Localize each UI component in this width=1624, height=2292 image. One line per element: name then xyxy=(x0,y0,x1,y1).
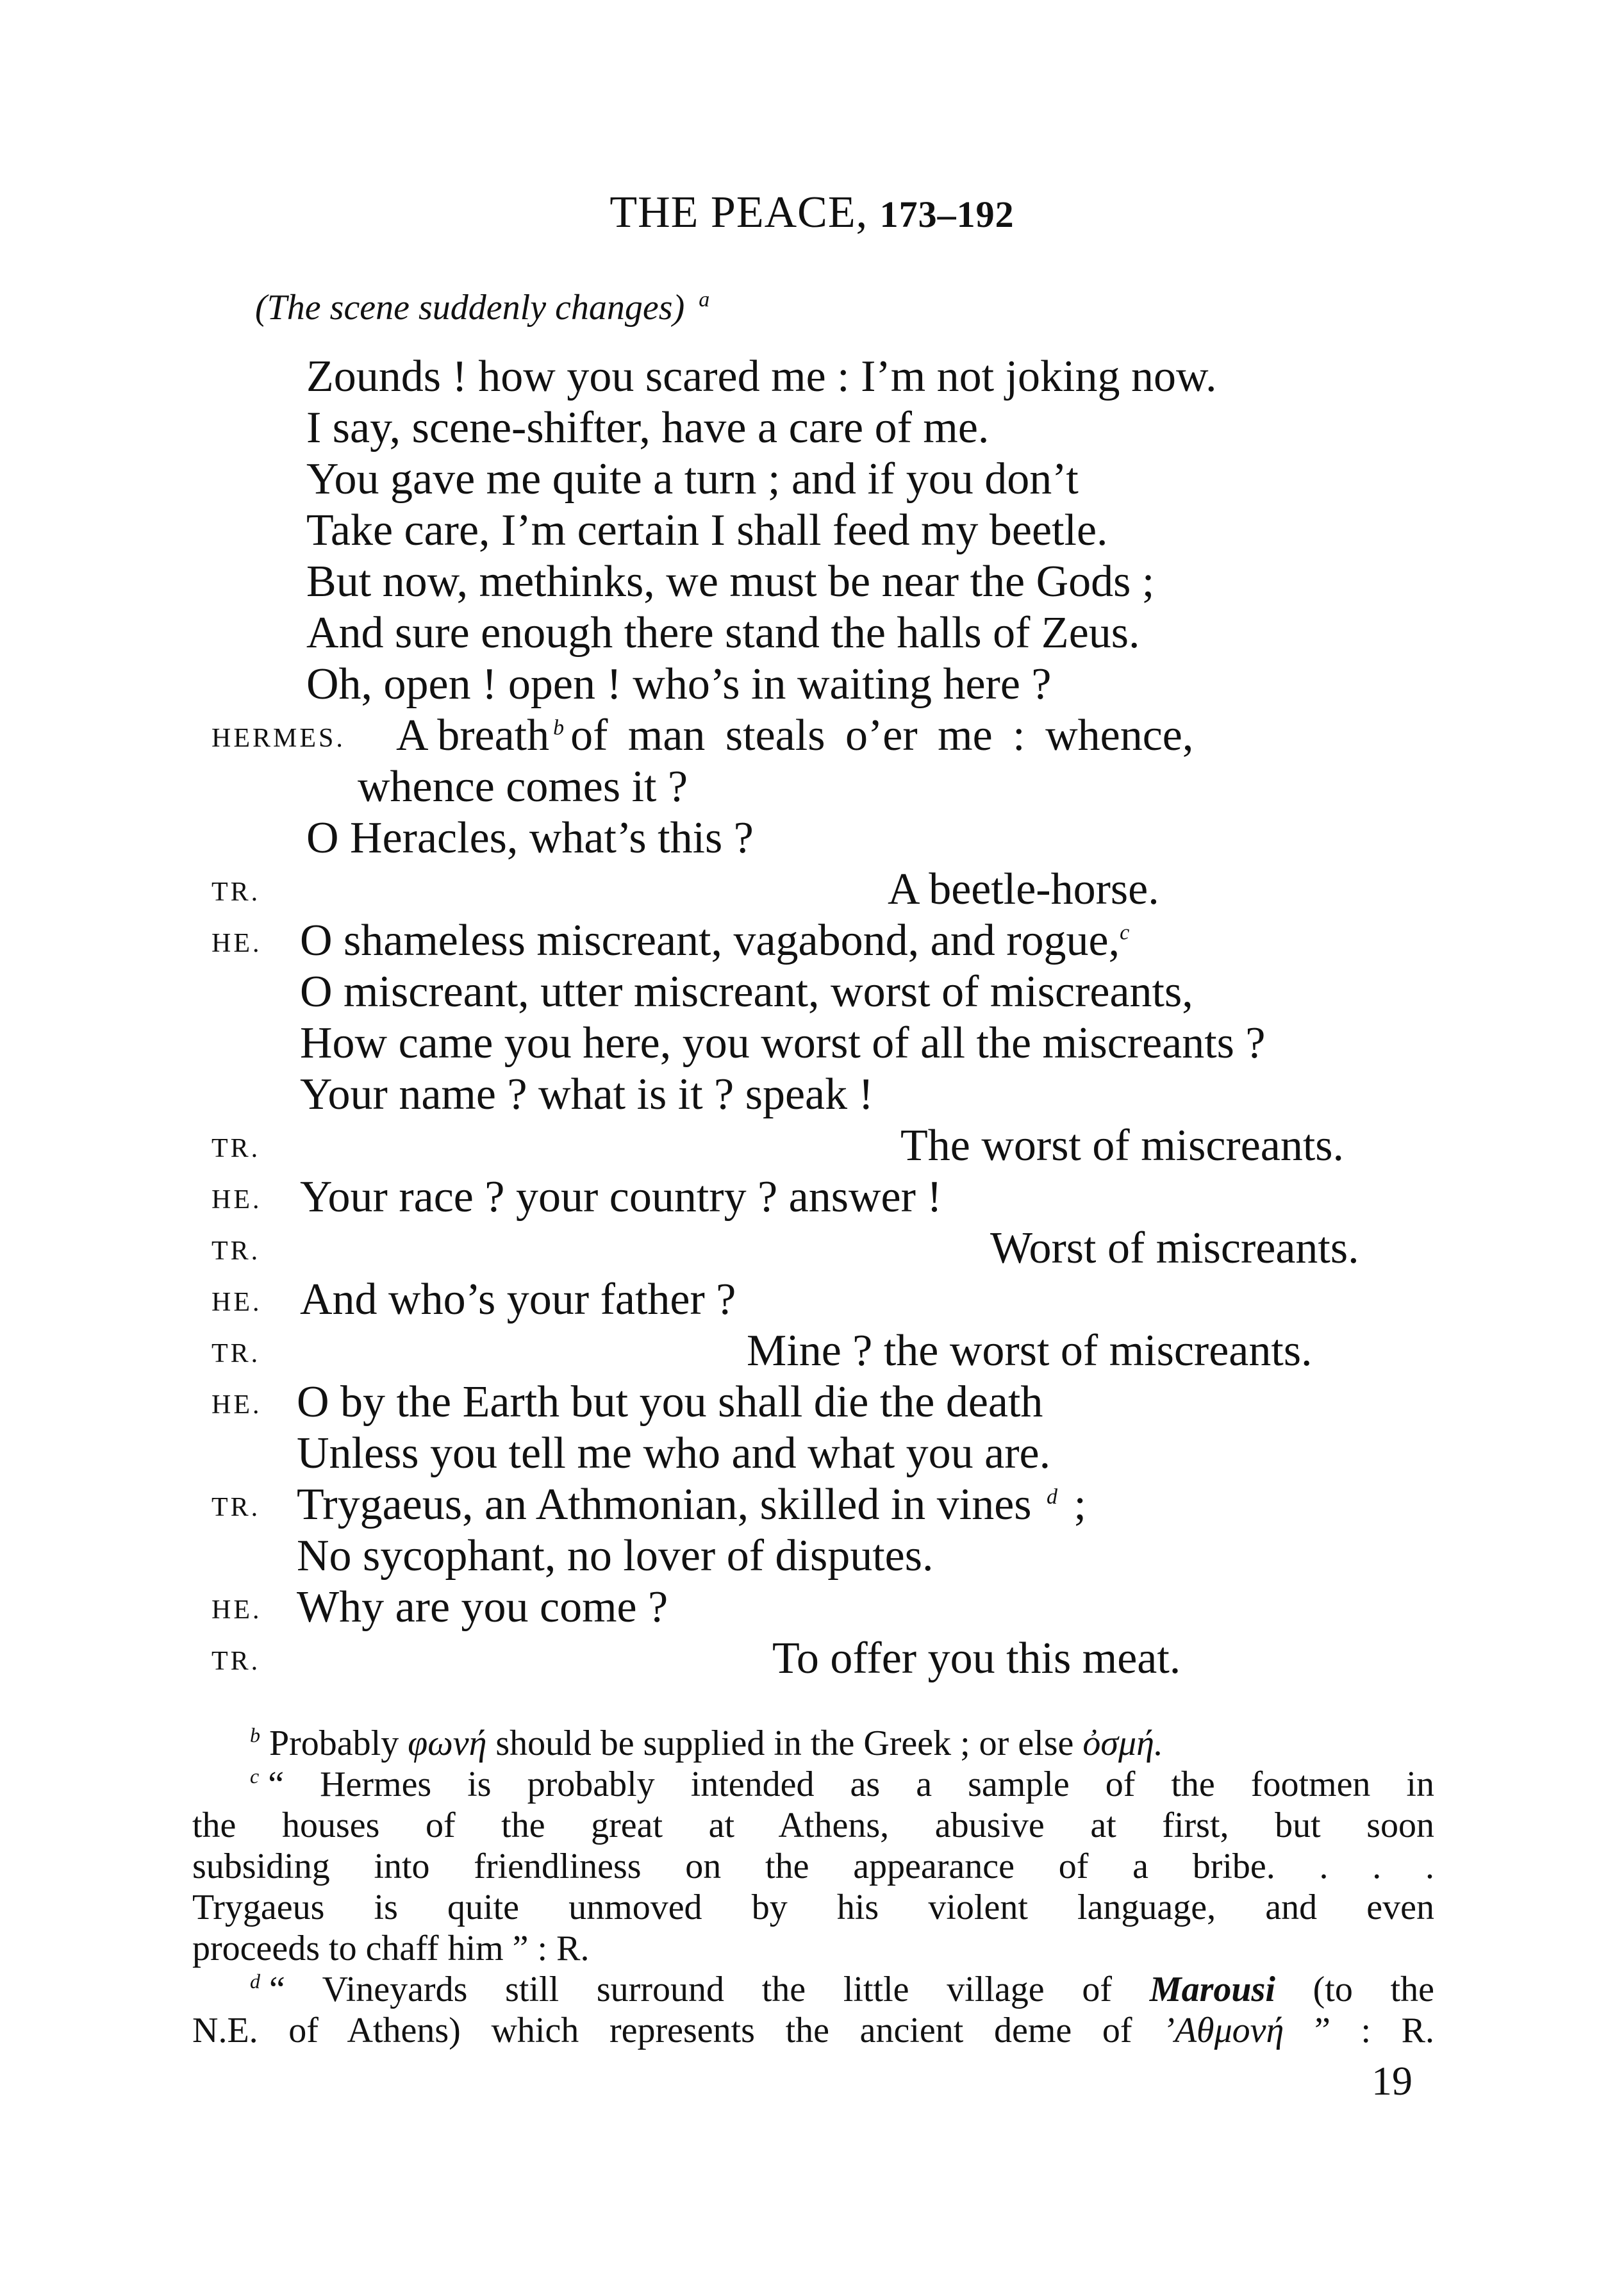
footnote-c: $^c$ “ Hermes is probably intended as a sample of the footmen in the houses of the great at Athens, abusive at first, but soon subsiding into friendliness on the appearance of a bribe. . . . Trygaeus is quite unmoved by his violent language, and even proceeds to chaff him ” : R. xyxy=(192,1765,1434,1968)
footnote-b: $^b$ Probably φωνή should be supplied in the Greek ; or else ὀσμή. xyxy=(250,1723,1163,1763)
speaker-label: HERMES. xyxy=(211,724,345,753)
verse-line: And who’s your father ? xyxy=(300,1275,736,1324)
page-number: 19 xyxy=(1371,2058,1413,2104)
greek-word: ὀσμή. xyxy=(1082,1723,1163,1763)
verse-line: How came you here, you worst of all the miscreants ? xyxy=(300,1018,1266,1068)
footnote-mark: c xyxy=(250,1765,260,1788)
verse-line: O Heracles, what’s this ? xyxy=(306,813,754,863)
speaker-label: HE. xyxy=(211,1390,262,1420)
footnote-ref-a: a xyxy=(699,288,710,312)
speaker-label: TR. xyxy=(211,1339,261,1368)
verse-line: Trygaeus, an Athmonian, skilled in vines $^d$ ; xyxy=(297,1480,1086,1529)
verse-line: To offer you this meat. xyxy=(772,1634,1181,1683)
footnote-ref-c: c xyxy=(1120,920,1130,945)
verse-line: And sure enough there stand the halls of Zeus. xyxy=(306,608,1140,658)
verse-line: Unless you tell me who and what you are. xyxy=(297,1429,1051,1478)
verse-line: But now, methinks, we must be near the Gods ; xyxy=(306,557,1155,606)
verse-line: Your race ? your country ? answer ! xyxy=(300,1172,942,1222)
verse-line: O miscreant, utter miscreant, worst of miscreants, xyxy=(300,967,1193,1017)
verse-line: Mine ? the worst of miscreants. xyxy=(747,1326,1313,1375)
greek-word: φωνή xyxy=(408,1723,487,1763)
verse-line: You gave me quite a turn ; and if you don’t xyxy=(306,454,1079,504)
verse-line: No sycophant, no lover of disputes. xyxy=(297,1531,934,1581)
verse-line: Oh, open ! open ! who’s in waiting here ? xyxy=(306,660,1052,709)
verse-line: Why are you come ? xyxy=(297,1582,668,1632)
speaker-label: HE. xyxy=(211,1185,262,1215)
speaker-label: HE. xyxy=(211,929,262,958)
speaker-label: HE. xyxy=(211,1288,262,1317)
verse-line: A breath $^b$ of man steals o’er me : whence, xyxy=(396,711,1194,760)
speaker-label: TR. xyxy=(211,1493,261,1522)
verse-line: Take care, I’m certain I shall feed my beetle. xyxy=(306,506,1108,555)
verse-line: Worst of miscreants. xyxy=(990,1224,1359,1273)
speaker-label: HE. xyxy=(211,1595,262,1625)
footnote-d: $^d$ “ Vineyards still surround the little village of Marousi (to the N.E. of Athens) which represents the ancient deme of ’Αθμονή ” : R. xyxy=(192,1970,1435,2050)
verse-line: O by the Earth but you shall die the death xyxy=(297,1377,1043,1427)
footnote-ref-b: b xyxy=(553,715,565,740)
verse-line: I say, scene-shifter, have a care of me. xyxy=(306,403,990,453)
speaker-label: TR. xyxy=(211,1134,261,1163)
stage-direction-text: The scene suddenly changes xyxy=(267,288,673,328)
footnote-mark: d xyxy=(250,1970,260,1993)
verse-line: O shameless miscreant, vagabond, and rogue,$^c$ xyxy=(300,916,1130,965)
place-name: Marousi xyxy=(1149,1970,1275,2009)
stage-direction: (The scene suddenly changes) $^a$ xyxy=(255,288,710,328)
running-title: THE PEACE, xyxy=(609,188,868,237)
footnote-ref-d: d xyxy=(1047,1484,1058,1509)
verse-line: A beetle-horse. xyxy=(888,865,1159,914)
verse-line: whence comes it ? xyxy=(358,762,688,811)
page-header xyxy=(0,187,1624,238)
speaker-label: TR. xyxy=(211,1647,261,1676)
verse-line: Your name ? what is it ? speak ! xyxy=(300,1070,874,1119)
footnote-mark: b xyxy=(250,1723,260,1747)
verse-line: The worst of miscreants. xyxy=(900,1121,1345,1170)
line-range: 173–192 xyxy=(879,194,1015,235)
verse-line: Zounds ! how you scared me : I’m not joking now. xyxy=(306,352,1217,401)
greek-word: ’Αθμονή xyxy=(1163,2011,1284,2050)
speaker-label: TR. xyxy=(211,877,261,907)
speaker-label: TR. xyxy=(211,1236,261,1266)
